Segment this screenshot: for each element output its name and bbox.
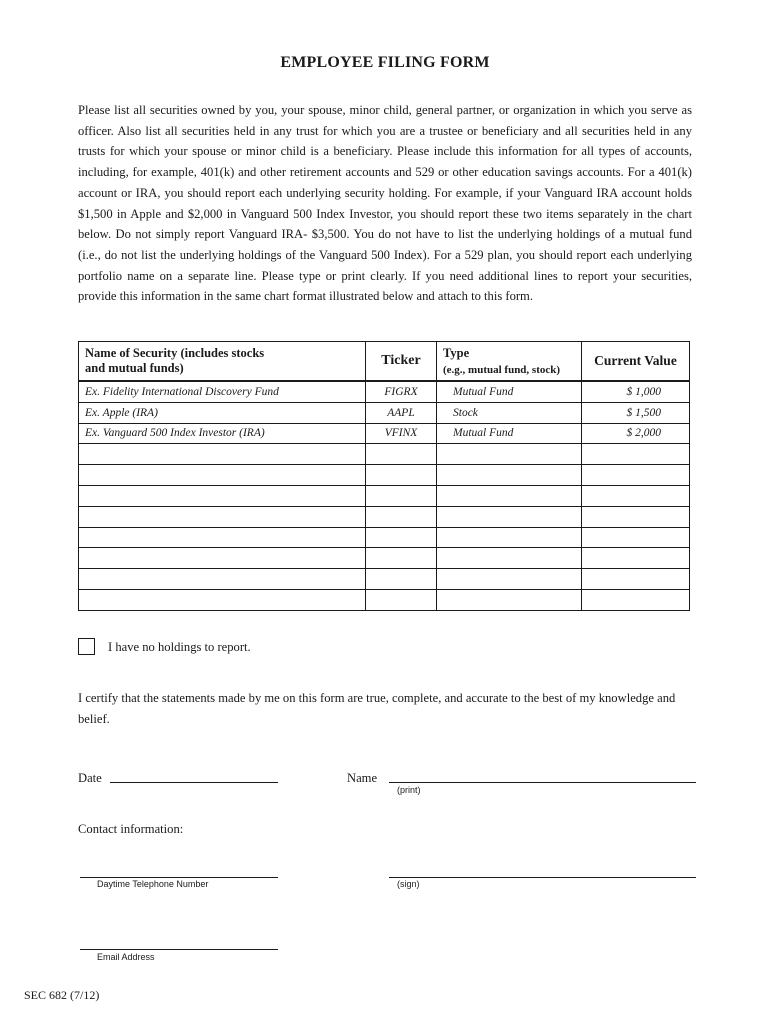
security-name-cell[interactable] — [79, 527, 366, 548]
form-number: SEC 682 (7/12) — [24, 988, 100, 1002]
date-field[interactable] — [110, 782, 278, 783]
security-name-cell[interactable] — [79, 548, 366, 569]
value-cell[interactable] — [582, 465, 690, 486]
value-cell: $ 1,000 — [582, 381, 690, 402]
type-cell: Mutual Fund — [437, 423, 582, 444]
table-row — [79, 402, 690, 423]
header-type-line2: (e.g., mutual fund, stock) — [443, 363, 561, 376]
table-row[interactable] — [79, 465, 690, 486]
value-cell[interactable] — [582, 548, 690, 569]
security-name-cell: Ex. Vanguard 500 Index Investor (IRA) — [79, 423, 366, 444]
security-name-cell[interactable] — [79, 465, 366, 486]
table-row — [79, 423, 690, 444]
table-row[interactable] — [79, 527, 690, 548]
table-row — [79, 381, 690, 402]
table-row[interactable] — [79, 589, 690, 610]
type-cell: Mutual Fund — [437, 381, 582, 402]
name-print-field[interactable] — [389, 782, 696, 783]
ticker-cell[interactable] — [366, 465, 437, 486]
form-title: EMPLOYEE FILING FORM — [280, 54, 490, 71]
ticker-cell[interactable] — [366, 569, 437, 590]
type-cell[interactable] — [437, 485, 582, 506]
header-security-name — [79, 342, 366, 382]
table-header-row — [79, 342, 690, 382]
security-name-cell[interactable] — [79, 485, 366, 506]
type-cell[interactable] — [437, 527, 582, 548]
ticker-cell: VFINX — [366, 423, 437, 444]
security-name-cell: Ex. Apple (IRA) — [79, 402, 366, 423]
sign-caption: (sign) — [397, 879, 420, 889]
security-name-cell[interactable] — [79, 444, 366, 465]
table-row[interactable] — [79, 444, 690, 465]
value-cell[interactable] — [582, 589, 690, 610]
certification-statement: I certify that the statements made by me on this form are true, complete, and accurate to the best of my knowledge and belief. — [78, 691, 676, 726]
security-name-cell[interactable] — [79, 506, 366, 527]
value-cell[interactable] — [582, 444, 690, 465]
print-caption: (print) — [397, 785, 421, 795]
value-cell[interactable] — [582, 485, 690, 506]
security-name-cell[interactable] — [79, 569, 366, 590]
name-label: Name — [347, 771, 378, 785]
header-security-name-line2: and mutual funds) — [85, 361, 184, 375]
value-cell[interactable] — [582, 527, 690, 548]
ticker-cell[interactable] — [366, 485, 437, 506]
daytime-telephone-field[interactable] — [80, 877, 278, 878]
ticker-cell[interactable] — [366, 506, 437, 527]
value-cell[interactable] — [582, 506, 690, 527]
no-holdings-label: I have no holdings to report. — [108, 640, 251, 654]
table-row[interactable] — [79, 548, 690, 569]
signature-field[interactable] — [389, 877, 696, 878]
email-address-caption: Email Address — [97, 952, 155, 962]
type-cell[interactable] — [437, 444, 582, 465]
date-label: Date — [78, 771, 102, 785]
header-type-line1: Type — [443, 345, 470, 360]
type-cell: Stock — [437, 402, 582, 423]
contact-information-label: Contact information: — [78, 822, 184, 836]
table-row[interactable] — [79, 485, 690, 506]
header-type — [437, 342, 582, 382]
type-cell[interactable] — [437, 465, 582, 486]
value-cell: $ 1,500 — [582, 402, 690, 423]
value-cell: $ 2,000 — [582, 423, 690, 444]
instructions-paragraph: Please list all securities owned by you, your spouse, minor child, general partner, or organization in which you serve as officer. Also list all securities held in any trust for which you are a trustee or beneficiary and all securities held in any trusts for which your spouse or minor child is a beneficiary. Please include this information for all types of accounts, including, for example, 401(k) and other retirement accounts and 529 or other education savings accounts. For a 401(k) account or IRA, you should report each underlying security holding. For example, if your Vanguard IRA account holds $1,500 in Apple and $2,000 in Vanguard 500 Index Investor, you should report these two items separately in the chart below. Do not simply report Vanguard IRA- $3,500. You do not have to list the underlying holdings of a mutual fund (i.e., do not list the underlying holdings of the Vanguard 500 Index). For a 529 plan, you should report each underlying portfolio name on a separate line. Please type or print clearly. If you need additional lines to report your securities, provide this information in the same chart format illustrated below and attach to this form. — [78, 103, 692, 304]
header-ticker: Ticker — [366, 342, 437, 382]
no-holdings-checkbox[interactable] — [78, 638, 95, 655]
value-cell[interactable] — [582, 569, 690, 590]
type-cell[interactable] — [437, 589, 582, 610]
ticker-cell[interactable] — [366, 444, 437, 465]
security-name-cell: Ex. Fidelity International Discovery Fund — [79, 381, 366, 402]
daytime-telephone-caption: Daytime Telephone Number — [97, 879, 209, 889]
security-name-cell[interactable] — [79, 589, 366, 610]
table-row[interactable] — [79, 506, 690, 527]
type-cell[interactable] — [437, 569, 582, 590]
ticker-cell[interactable] — [366, 548, 437, 569]
ticker-cell: AAPL — [366, 402, 437, 423]
type-cell[interactable] — [437, 506, 582, 527]
ticker-cell: FIGRX — [366, 381, 437, 402]
header-security-name-line1: Name of Security (includes stocks — [85, 346, 265, 360]
holdings-table — [78, 341, 690, 611]
ticker-cell[interactable] — [366, 527, 437, 548]
table-row[interactable] — [79, 569, 690, 590]
type-cell[interactable] — [437, 548, 582, 569]
email-address-field[interactable] — [80, 949, 278, 950]
header-current-value: Current Value — [582, 342, 690, 382]
ticker-cell[interactable] — [366, 589, 437, 610]
